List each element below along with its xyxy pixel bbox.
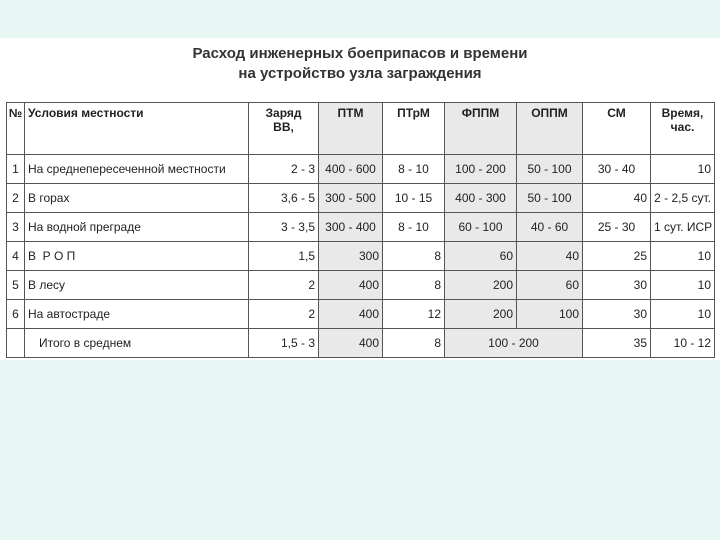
row-sm: 40 [583,184,651,213]
table-row [7,242,715,271]
header-charge-line2: ВВ, [273,120,294,134]
total-ptm: 400 [319,329,383,358]
total-time: 10 - 12 [651,329,715,358]
row-ptm: 300 - 500 [319,184,383,213]
row-charge: 2 - 3 [249,155,319,184]
header-ptrm: ПТрМ [383,103,445,155]
row-ptrm: 12 [383,300,445,329]
total-charge: 1,5 - 3 [249,329,319,358]
header-num: № [7,103,25,155]
header-time [651,103,715,155]
total-ptrm: 8 [383,329,445,358]
row-sm: 25 [583,242,651,271]
row-time: 1 сут. ИСР [651,213,715,242]
row-fppm: 400 - 300 [445,184,517,213]
header-sm: СМ [583,103,651,155]
header-time-line1: Время, [661,106,704,120]
total-row [7,329,715,358]
row-num: 6 [7,300,25,329]
row-ptm: 400 - 600 [319,155,383,184]
row-ptrm: 8 [383,271,445,300]
total-conditions: Итого в среднем [25,329,249,358]
row-fppm: 100 - 200 [445,155,517,184]
row-sm: 30 [583,300,651,329]
row-num: 4 [7,242,25,271]
row-fppm: 60 [445,242,517,271]
header-charge [249,103,319,155]
row-oppm: 50 - 100 [517,155,583,184]
title-line-2: на устройство узла заграждения [238,65,482,82]
row-time: 10 [651,155,715,184]
row-oppm: 40 - 60 [517,213,583,242]
table-row [7,213,715,242]
row-sm: 30 - 40 [583,155,651,184]
row-charge: 2 [249,300,319,329]
row-ptm: 400 [319,300,383,329]
document-title [150,44,570,84]
row-ptrm: 8 - 10 [383,213,445,242]
header-conditions: Условия местности [25,103,249,155]
header-time-line2: час. [670,120,695,134]
row-charge: 1,5 [249,242,319,271]
row-time: 10 [651,271,715,300]
row-num: 3 [7,213,25,242]
row-conditions: В горах [25,184,249,213]
row-conditions: На водной преграде [25,213,249,242]
document-scan [0,38,720,360]
data-table [6,102,715,358]
table-row [7,184,715,213]
row-fppm: 200 [445,271,517,300]
row-conditions: На среднепересеченной местности [25,155,249,184]
row-num: 5 [7,271,25,300]
row-fppm: 60 - 100 [445,213,517,242]
row-time: 10 [651,242,715,271]
row-ptrm: 8 [383,242,445,271]
table-row [7,155,715,184]
total-fppm-oppm: 100 - 200 [445,329,583,358]
table-row [7,271,715,300]
row-conditions: В Р О П [25,242,249,271]
header-oppm: ОППМ [517,103,583,155]
row-num: 2 [7,184,25,213]
row-ptm: 300 - 400 [319,213,383,242]
row-charge: 3,6 - 5 [249,184,319,213]
row-sm: 30 [583,271,651,300]
row-oppm: 50 - 100 [517,184,583,213]
total-sm: 35 [583,329,651,358]
row-time: 10 [651,300,715,329]
row-ptm: 400 [319,271,383,300]
row-num: 1 [7,155,25,184]
header-charge-line1: Заряд [265,106,302,120]
row-charge: 3 - 3,5 [249,213,319,242]
row-time: 2 - 2,5 сут. [651,184,715,213]
row-oppm: 100 [517,300,583,329]
row-oppm: 60 [517,271,583,300]
row-conditions: В лесу [25,271,249,300]
total-num [7,329,25,358]
row-fppm: 200 [445,300,517,329]
row-charge: 2 [249,271,319,300]
table-row [7,300,715,329]
row-conditions: На автостраде [25,300,249,329]
title-line-1: Расход инженерных боеприпасов и времени [192,45,528,62]
row-sm: 25 - 30 [583,213,651,242]
header-row [7,103,715,155]
header-ptm: ПТМ [319,103,383,155]
row-ptrm: 8 - 10 [383,155,445,184]
row-ptrm: 10 - 15 [383,184,445,213]
header-fppm: ФППМ [445,103,517,155]
row-oppm: 40 [517,242,583,271]
row-ptm: 300 [319,242,383,271]
